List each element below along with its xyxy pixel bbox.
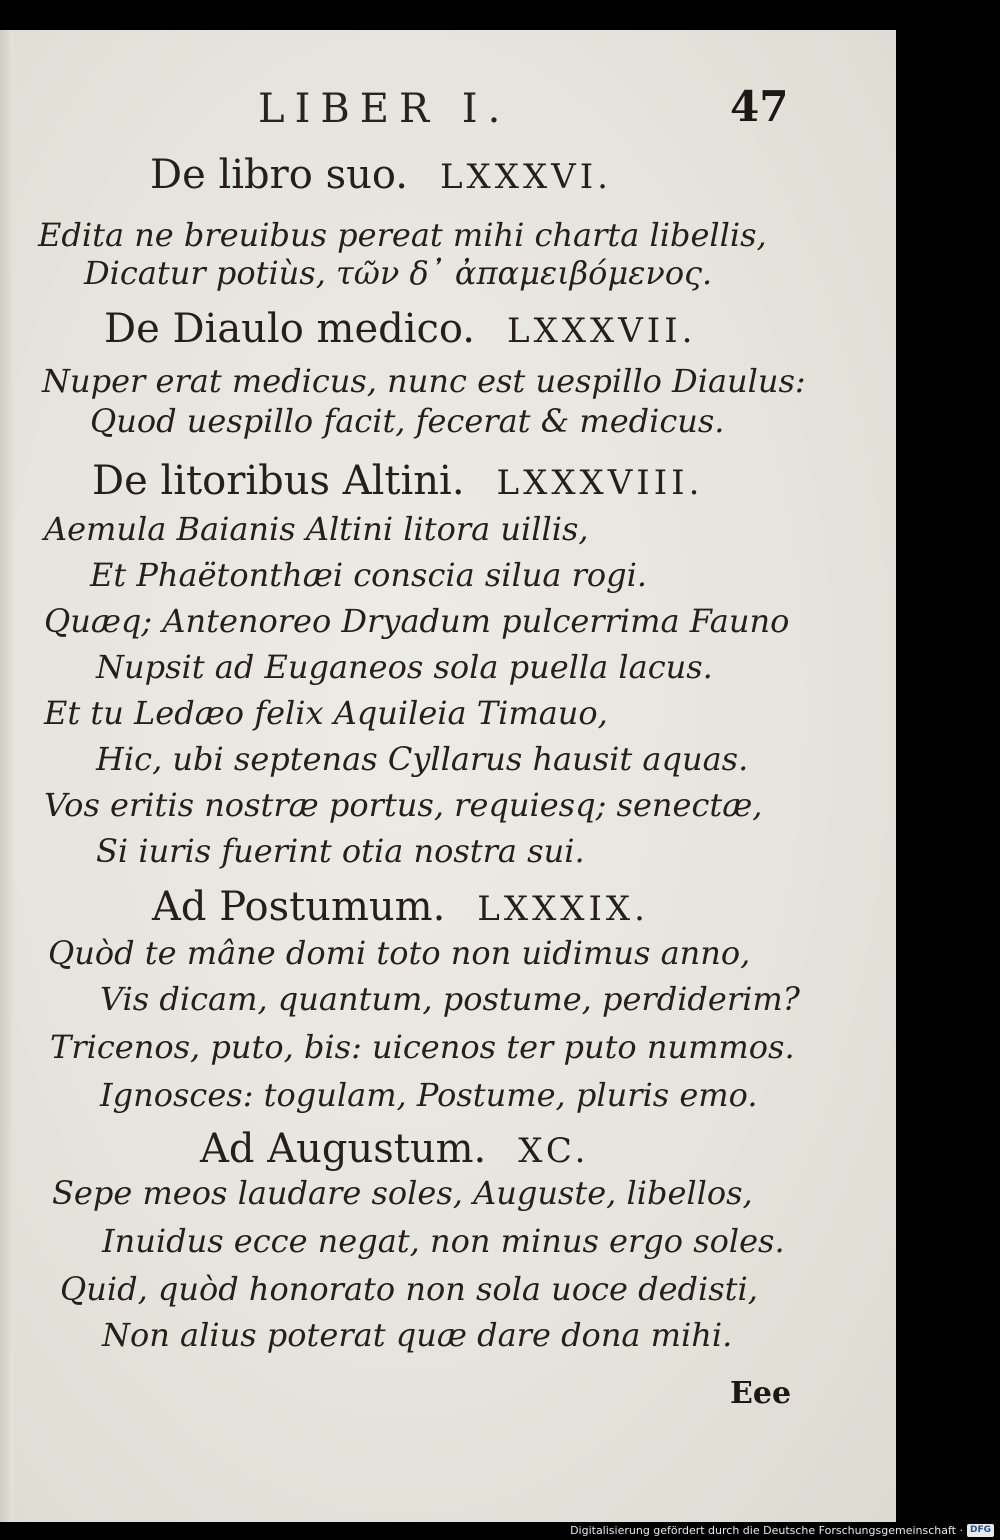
book-page (0, 30, 896, 1522)
verse-line: Nuper erat medicus, nunc est uespillo Diaulus: (42, 362, 806, 400)
verse-line: Edita ne breuibus pereat mihi charta libellis, (38, 216, 767, 254)
running-head: LIBER I. (258, 86, 511, 132)
section-heading (200, 1126, 589, 1172)
verse-line: Vis dicam, quantum, postume, perdiderim? (100, 980, 800, 1018)
signature-mark: Eee (730, 1376, 792, 1411)
verse-line: Non alius poterat quæ dare dona mihi. (102, 1316, 733, 1354)
verse-line: Nupsit ad Euganeos sola puella lacus. (96, 648, 713, 686)
verse-line: Si iuris fuerint otia nostra sui. (96, 832, 585, 870)
footer-text: Digitalisierung gefördert durch die Deutsche Forschungsgemeinschaft · (570, 1524, 963, 1537)
section-number: LXXXVII. (507, 311, 697, 351)
section-number: LXXXVIII. (496, 463, 704, 503)
verse-line: Et tu Ledæo felix Aquileia Timauo, (44, 694, 608, 732)
verse-line: Quid, quòd honorato non sola uoce dedisti, (60, 1270, 758, 1308)
section-number: LXXXIX. (477, 889, 649, 929)
section-heading (104, 306, 696, 352)
verse-line: Dicatur potiùs, τῶν δ᾽ ἀπαμειβόμενος. (84, 254, 713, 292)
dfg-logo-icon: DFG (967, 1524, 994, 1537)
verse-line: Quòd te mâne domi toto non uidimus anno, (48, 934, 751, 972)
verse-line: Aemula Baianis Altini litora uillis, (44, 510, 589, 548)
section-heading (150, 152, 612, 198)
page-gutter-edge (0, 30, 14, 1522)
section-title: De Diaulo medico. (104, 306, 476, 352)
section-title: De libro suo. (150, 152, 408, 198)
verse-line: Quæq; Antenoreo Dryadum pulcerrima Fauno (44, 602, 790, 640)
verse-line: Et Phaëtonthæi conscia silua rogi. (90, 556, 648, 594)
verse-line: Ignosces: togulam, Postume, pluris emo. (100, 1076, 758, 1114)
section-heading (152, 884, 649, 930)
section-title: Ad Postumum. (152, 884, 446, 930)
section-number: LXXXVI. (439, 157, 612, 197)
section-heading (92, 458, 703, 504)
verse-line: Inuidus ecce negat, non minus ergo soles. (102, 1222, 785, 1260)
section-title: Ad Augustum. (200, 1126, 487, 1172)
verse-line: Vos eritis nostræ portus, requiesq; senectæ, (44, 786, 763, 824)
verse-line: Sepe meos laudare soles, Auguste, libellos, (52, 1174, 753, 1212)
section-title: De litoribus Altini. (92, 458, 465, 504)
funding-footer (570, 1524, 994, 1537)
section-number: XC. (518, 1131, 590, 1171)
verse-line: Quod uespillo facit, fecerat & medicus. (90, 402, 725, 440)
verse-line: Tricenos, puto, bis: uicenos ter puto nummos. (50, 1028, 795, 1066)
page-number: 47 (730, 82, 789, 131)
verse-line: Hic, ubi septenas Cyllarus hausit aquas. (96, 740, 749, 778)
